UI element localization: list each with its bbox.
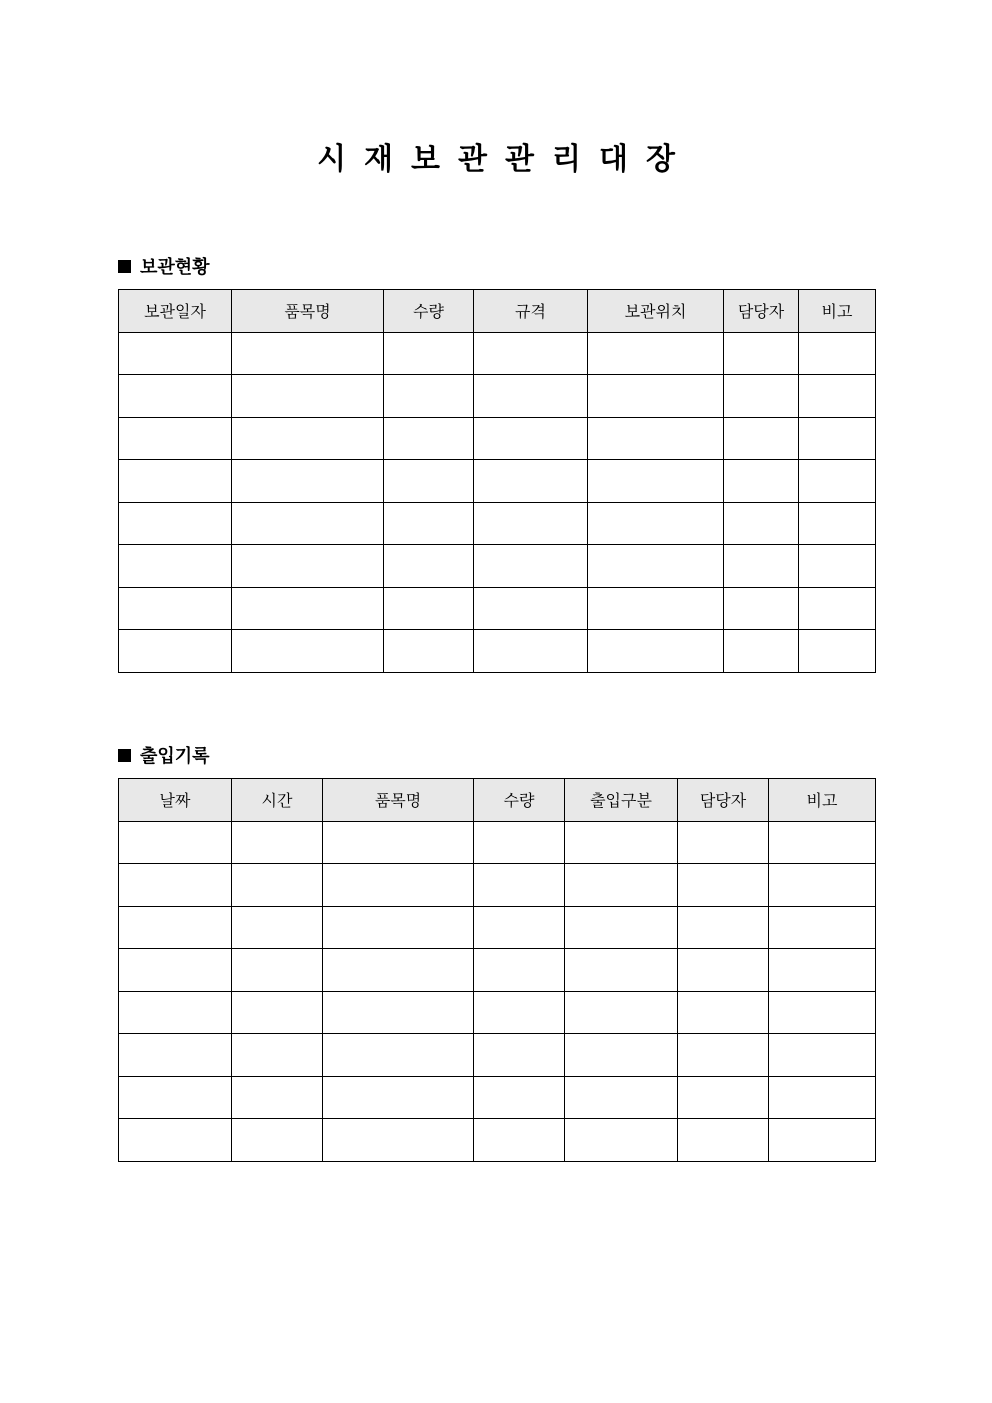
table-cell: [119, 545, 232, 588]
table-cell: [724, 630, 799, 673]
table-cell: [799, 417, 876, 460]
table-cell: [474, 864, 565, 907]
table-row: [119, 821, 876, 864]
table-cell: [799, 332, 876, 375]
table-cell: [474, 991, 565, 1034]
table-cell: [474, 1034, 565, 1077]
table-cell: [678, 991, 769, 1034]
table-cell: [323, 1076, 474, 1119]
table-cell: [119, 949, 232, 992]
table-cell: [565, 991, 678, 1034]
table-cell: [232, 1034, 323, 1077]
column-header-item-name: 품목명: [323, 779, 474, 822]
table-cell: [565, 864, 678, 907]
access-heading-label: 출입기록: [140, 746, 210, 767]
table-cell: [588, 587, 724, 630]
table-cell: [474, 375, 588, 418]
column-header-quantity: 수량: [384, 290, 474, 333]
table-cell: [769, 821, 876, 864]
table-cell: [232, 991, 323, 1034]
table-cell: [678, 1034, 769, 1077]
column-header-in-out-type: 출입구분: [565, 779, 678, 822]
table-row: [119, 906, 876, 949]
table-cell: [384, 332, 474, 375]
column-header-person-in-charge: 담당자: [678, 779, 769, 822]
table-cell: [232, 821, 323, 864]
table-cell: [565, 906, 678, 949]
table-row: [119, 991, 876, 1034]
table-row: [119, 375, 876, 418]
table-cell: [232, 375, 384, 418]
table-cell: [119, 417, 232, 460]
table-cell: [119, 502, 232, 545]
table-cell: [119, 1034, 232, 1077]
table-cell: [769, 991, 876, 1034]
table-cell: [678, 906, 769, 949]
column-header-date: 날짜: [119, 779, 232, 822]
table-cell: [588, 502, 724, 545]
table-cell: [119, 587, 232, 630]
table-cell: [119, 864, 232, 907]
table-cell: [384, 375, 474, 418]
table-header-row: [119, 779, 876, 822]
table-row: [119, 332, 876, 375]
table-cell: [588, 375, 724, 418]
table-cell: [678, 821, 769, 864]
table-cell: [474, 332, 588, 375]
access-record-table: [118, 778, 876, 1162]
table-cell: [232, 417, 384, 460]
title-char: 대: [598, 142, 628, 177]
table-cell: [588, 630, 724, 673]
table-cell: [119, 991, 232, 1034]
table-cell: [474, 1119, 565, 1162]
table-cell: [588, 545, 724, 588]
table-cell: [232, 332, 384, 375]
table-cell: [384, 587, 474, 630]
table-cell: [323, 906, 474, 949]
table-cell: [799, 502, 876, 545]
storage-section-heading: [118, 253, 210, 279]
table-cell: [474, 630, 588, 673]
table-cell: [678, 864, 769, 907]
table-cell: [769, 1119, 876, 1162]
table-cell: [119, 1119, 232, 1162]
table-cell: [232, 460, 384, 503]
table-row: [119, 1119, 876, 1162]
column-header-storage-location: 보관위치: [588, 290, 724, 333]
table-cell: [724, 502, 799, 545]
table-cell: [799, 587, 876, 630]
table-cell: [232, 630, 384, 673]
table-cell: [232, 949, 323, 992]
table-cell: [565, 1119, 678, 1162]
square-bullet-icon: [118, 260, 131, 273]
column-header-quantity: 수량: [474, 779, 565, 822]
table-cell: [565, 821, 678, 864]
table-cell: [384, 417, 474, 460]
table-cell: [119, 1076, 232, 1119]
table-cell: [769, 949, 876, 992]
table-row: [119, 949, 876, 992]
table-cell: [474, 906, 565, 949]
table-row: [119, 417, 876, 460]
square-bullet-icon: [118, 749, 131, 762]
table-cell: [323, 821, 474, 864]
table-cell: [323, 864, 474, 907]
column-header-person-in-charge: 담당자: [724, 290, 799, 333]
title-char: 관: [458, 142, 487, 177]
table-row: [119, 502, 876, 545]
table-cell: [232, 1076, 323, 1119]
table-cell: [474, 502, 588, 545]
table-cell: [232, 587, 384, 630]
table-cell: [799, 460, 876, 503]
table-cell: [384, 502, 474, 545]
table-header-row: [119, 290, 876, 333]
table-cell: [232, 545, 384, 588]
title-char: 재: [364, 142, 394, 177]
table-cell: [724, 332, 799, 375]
table-cell: [119, 906, 232, 949]
table-cell: [799, 375, 876, 418]
table-row: [119, 1034, 876, 1077]
table-cell: [724, 460, 799, 503]
table-cell: [474, 821, 565, 864]
table-cell: [119, 332, 232, 375]
table-cell: [724, 587, 799, 630]
table-cell: [323, 1034, 474, 1077]
table-cell: [678, 1076, 769, 1119]
title-char: 시: [317, 142, 347, 177]
table-cell: [232, 1119, 323, 1162]
table-cell: [769, 1076, 876, 1119]
table-cell: [678, 1119, 769, 1162]
table-cell: [474, 545, 588, 588]
table-row: [119, 1076, 876, 1119]
title-char: 보: [411, 142, 441, 177]
storage-table-body: [119, 332, 876, 672]
table-cell: [384, 630, 474, 673]
column-header-remarks: 비고: [769, 779, 876, 822]
storage-status-table: [118, 289, 876, 673]
table-cell: [323, 991, 474, 1034]
table-row: [119, 864, 876, 907]
table-cell: [769, 1034, 876, 1077]
table-cell: [588, 460, 724, 503]
table-cell: [678, 949, 769, 992]
table-cell: [232, 906, 323, 949]
column-header-remarks: 비고: [799, 290, 876, 333]
title-char: 리: [551, 142, 581, 177]
column-header-specification: 규격: [474, 290, 588, 333]
table-cell: [119, 821, 232, 864]
table-cell: [474, 417, 588, 460]
table-cell: [724, 417, 799, 460]
document-title: [0, 134, 992, 178]
access-table-body: [119, 821, 876, 1161]
table-cell: [232, 864, 323, 907]
table-row: [119, 587, 876, 630]
title-char: 장: [645, 142, 675, 177]
table-row: [119, 460, 876, 503]
column-header-time: 시간: [232, 779, 323, 822]
table-cell: [565, 1034, 678, 1077]
table-cell: [724, 545, 799, 588]
column-header-storage-date: 보관일자: [119, 290, 232, 333]
table-cell: [119, 460, 232, 503]
table-cell: [724, 375, 799, 418]
table-cell: [769, 906, 876, 949]
table-cell: [323, 949, 474, 992]
table-cell: [588, 417, 724, 460]
column-header-item-name: 품목명: [232, 290, 384, 333]
table-cell: [474, 587, 588, 630]
table-cell: [474, 1076, 565, 1119]
table-cell: [565, 949, 678, 992]
title-char: 관: [505, 142, 534, 177]
table-cell: [799, 630, 876, 673]
table-cell: [232, 502, 384, 545]
storage-heading-label: 보관현황: [140, 257, 210, 278]
table-cell: [119, 630, 232, 673]
table-row: [119, 545, 876, 588]
table-cell: [799, 545, 876, 588]
table-cell: [588, 332, 724, 375]
table-cell: [474, 949, 565, 992]
table-cell: [769, 864, 876, 907]
table-cell: [474, 460, 588, 503]
table-cell: [565, 1076, 678, 1119]
table-cell: [119, 375, 232, 418]
table-cell: [384, 460, 474, 503]
table-row: [119, 630, 876, 673]
access-section-heading: [118, 742, 210, 768]
table-cell: [323, 1119, 474, 1162]
table-cell: [384, 545, 474, 588]
